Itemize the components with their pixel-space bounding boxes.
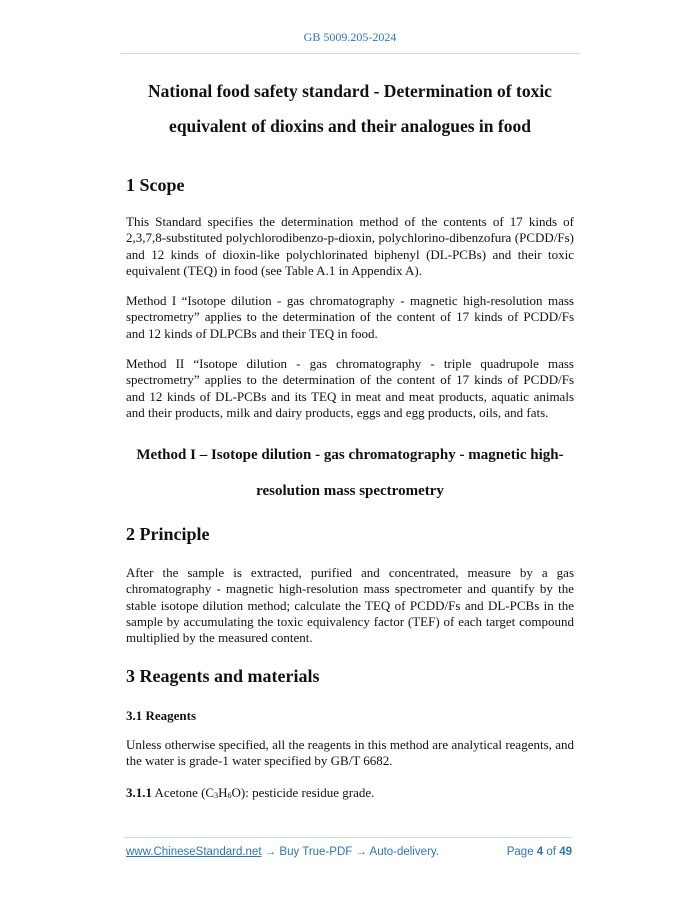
section-heading-scope: 1 Scope	[126, 175, 185, 195]
reagent-item-3-1-1	[126, 785, 574, 804]
document-title	[126, 74, 574, 144]
formula-subscript-2: 6	[227, 791, 232, 800]
reagents-paragraph-1: Unless otherwise specified, all the reagents in this method are analytical reagents, and the water is grade-1 water specified by GB/T 6682.	[126, 737, 574, 769]
reagent-item-text-end: O): pesticide residue grade.	[231, 785, 375, 800]
scope-paragraph-2: Method I “Isotope dilution - gas chromatography - magnetic high-resolution mass spectrometry” applies to the determination of the content of 17 kinds of PCDD/Fs and 12 kinds of DLPCBs and their TEQ in food.	[126, 293, 574, 341]
document-title-line-2: equivalent of dioxins and their analogues in food	[169, 116, 531, 136]
chinesestandard-link[interactable]: www.ChineseStandard.net	[126, 846, 262, 858]
method-1-title	[126, 437, 574, 509]
footer-tagline: → Buy True-PDF → Auto-delivery.	[261, 846, 439, 858]
header-divider	[120, 53, 580, 54]
page-total: 49	[559, 846, 572, 858]
method-1-title-line-2: resolution mass spectrometry	[256, 483, 444, 499]
scope-paragraph-3: Method II “Isotope dilution - gas chromatography - triple quadrupole mass spectrometry” applies to the determination of the content of 17 kinds of PCDD/Fs and 12 kinds of DL-PCBs and its TEQ in meat and meat products, aquatic animals and their products, milk and dairy products, eggs and egg products, oils, and fats.	[126, 356, 574, 420]
page-label: Page	[506, 846, 534, 858]
page-current: 4	[536, 846, 544, 858]
reagent-item-number: 3.1.1	[126, 785, 152, 800]
section-heading-reagents: 3 Reagents and materials	[126, 666, 320, 686]
reagent-item-text: Acetone (C	[152, 785, 215, 800]
principle-paragraph-1: After the sample is extracted, purified and concentrated, measure by a gas chromatography - magnetic high-resolution mass spectrometer and quantify by the stable isotope dilution method; calculate the TEQ of PCDD/Fs and DL-PCBs in the sample by accumulating the toxic equivalency factor (TEF) of each target compound multiplied by the measured content.	[126, 565, 574, 646]
formula-element-h: H	[218, 785, 228, 800]
footer-promo	[126, 846, 439, 858]
scope-paragraph-1: This Standard specifies the determination method of the contents of 17 kinds of 2,3,7,8-substituted polychlorodibenzo-p-dioxin, polychlorino-dibenzofura (PCDD/Fs) and 12 kinds of dioxin-like polychlorinated biphenyl (DL-PCBs) and their toxic equivalent (TEQ) in food (see Table A.1 in Appendix A).	[126, 214, 574, 278]
page-footer	[126, 846, 572, 858]
page-header-standard-code: GB 5009.205-2024	[303, 30, 397, 44]
subsection-heading-reagents: 3.1 Reagents	[126, 708, 197, 723]
document-title-line-1: National food safety standard - Determination of toxic	[148, 81, 552, 101]
page-of-label: of	[546, 846, 556, 858]
page-number	[507, 846, 572, 858]
footer-divider	[124, 837, 572, 838]
formula-subscript-1: 3	[214, 791, 219, 800]
method-1-title-line-1: Method I – Isotope dilution - gas chromatography - magnetic high-	[136, 447, 564, 463]
section-heading-principle: 2 Principle	[126, 524, 210, 544]
